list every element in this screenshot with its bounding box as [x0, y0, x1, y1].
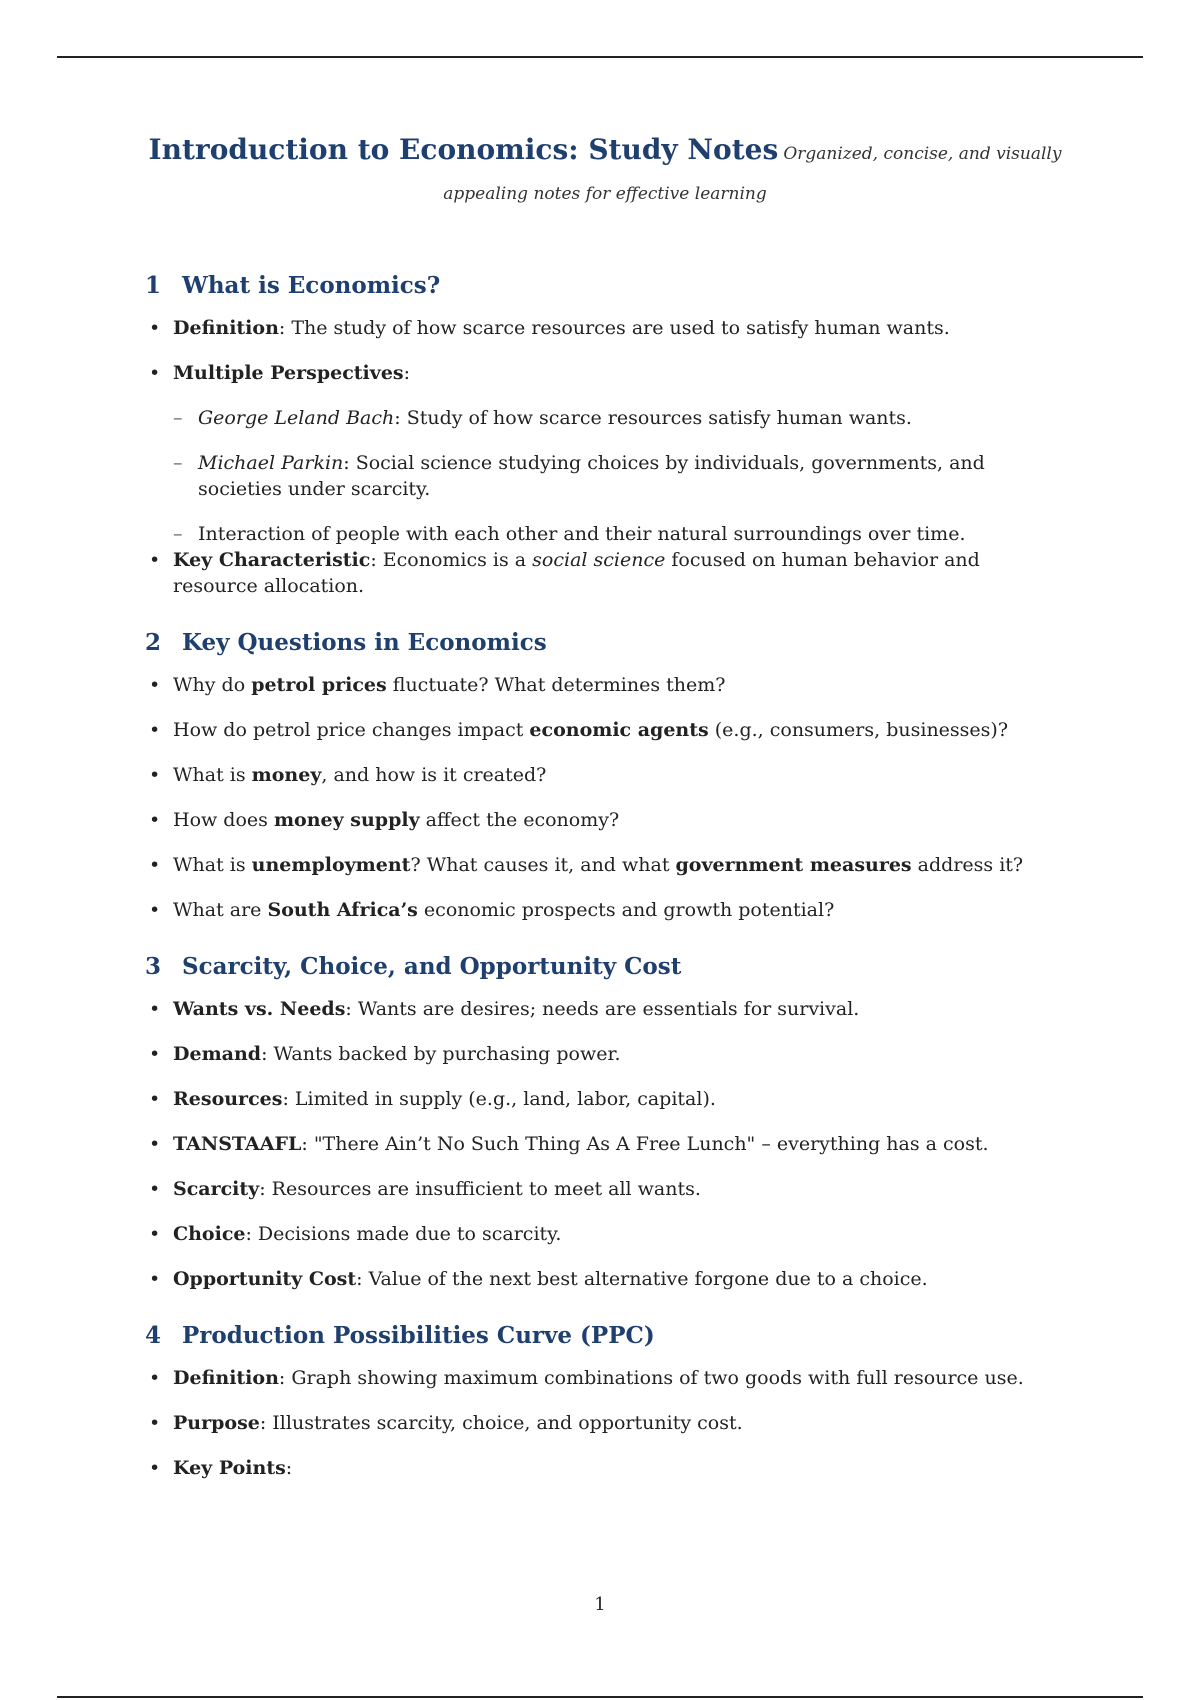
- page-number: 1: [594, 1594, 606, 1615]
- sub-list-item: – Interaction of people with each other and their natural surroundings over time.: [173, 521, 1065, 547]
- section-what-is-economics: [145, 272, 1065, 599]
- sub-list-item: – Michael Parkin: Social science studying choices by individuals, governments, and societies under scarcity.: [173, 450, 1065, 502]
- title-block: [145, 130, 1065, 214]
- section-ppc: [145, 1322, 1065, 1481]
- list-item: • Key Characteristic: Economics is a social science focused on human behavior and resource allocation.: [145, 547, 1065, 599]
- list-item: • Purpose: Illustrates scarcity, choice, and opportunity cost.: [145, 1410, 1065, 1436]
- section-key-questions: [145, 629, 1065, 923]
- list-item: • How does money supply affect the economy?: [145, 807, 1065, 833]
- top-rule: [57, 56, 1143, 58]
- list-item: • TANSTAAFL: "There Ain’t No Such Thing As A Free Lunch" – everything has a cost.: [145, 1131, 1065, 1157]
- section-scarcity-choice: [145, 953, 1065, 1292]
- document-subtitle: Organized, concise, and visually: [783, 144, 1062, 164]
- sub-list: [173, 405, 1065, 547]
- list-item: • Opportunity Cost: Value of the next best alternative forgone due to a choice.: [145, 1266, 1065, 1292]
- list-item: • Scarcity: Resources are insufficient to meet all wants.: [145, 1176, 1065, 1202]
- section-heading: 3 Scarcity, Choice, and Opportunity Cost: [145, 953, 682, 980]
- list-item: • Definition: The study of how scarce resources are used to satisfy human wants.: [145, 315, 1065, 341]
- list-item: • What is money, and how is it created?: [145, 762, 1065, 788]
- list-item: • Wants vs. Needs: Wants are desires; needs are essentials for survival.: [145, 996, 1065, 1022]
- list-item: • Key Points:: [145, 1455, 1065, 1481]
- bullet-list: [145, 996, 1065, 1292]
- bottom-rule: [57, 1696, 1143, 1698]
- document-title: Introduction to Economics: Study Notes: [148, 133, 779, 166]
- list-item: • Why do petrol prices fluctuate? What determines them?: [145, 672, 1065, 698]
- bullet-list: [145, 672, 1065, 923]
- list-item: • Choice: Decisions made due to scarcity.: [145, 1221, 1065, 1247]
- section-heading: 2 Key Questions in Economics: [145, 629, 547, 656]
- list-item: • What is unemployment? What causes it, and what government measures address it?: [145, 852, 1065, 878]
- section-heading: 1 What is Economics?: [145, 272, 441, 299]
- list-item: • What are South Africa’s economic prospects and growth potential?: [145, 897, 1065, 923]
- bullet-list: [145, 1365, 1065, 1481]
- bullet-list: [145, 315, 1065, 599]
- list-item: • Multiple Perspectives: – George Leland Bach: Study of how scarce resources satisfy human wants. – Michael Parkin: Social science studying choices by individuals, governments, and societies under scarcity. – Interaction of people with each other and their natural surroundings over time.: [145, 360, 1065, 547]
- sub-list-item: – George Leland Bach: Study of how scarce resources satisfy human wants.: [173, 405, 1065, 431]
- list-item: • How do petrol price changes impact economic agents (e.g., consumers, businesses)?: [145, 717, 1065, 743]
- document-subtitle-continued: appealing notes for effective learning: [443, 184, 767, 204]
- document-page: [145, 130, 1065, 1511]
- list-item: • Demand: Wants backed by purchasing power.: [145, 1041, 1065, 1067]
- list-item: • Definition: Graph showing maximum combinations of two goods with full resource use.: [145, 1365, 1065, 1391]
- section-heading: 4 Production Possibilities Curve (PPC): [145, 1322, 655, 1349]
- list-item: • Resources: Limited in supply (e.g., land, labor, capital).: [145, 1086, 1065, 1112]
